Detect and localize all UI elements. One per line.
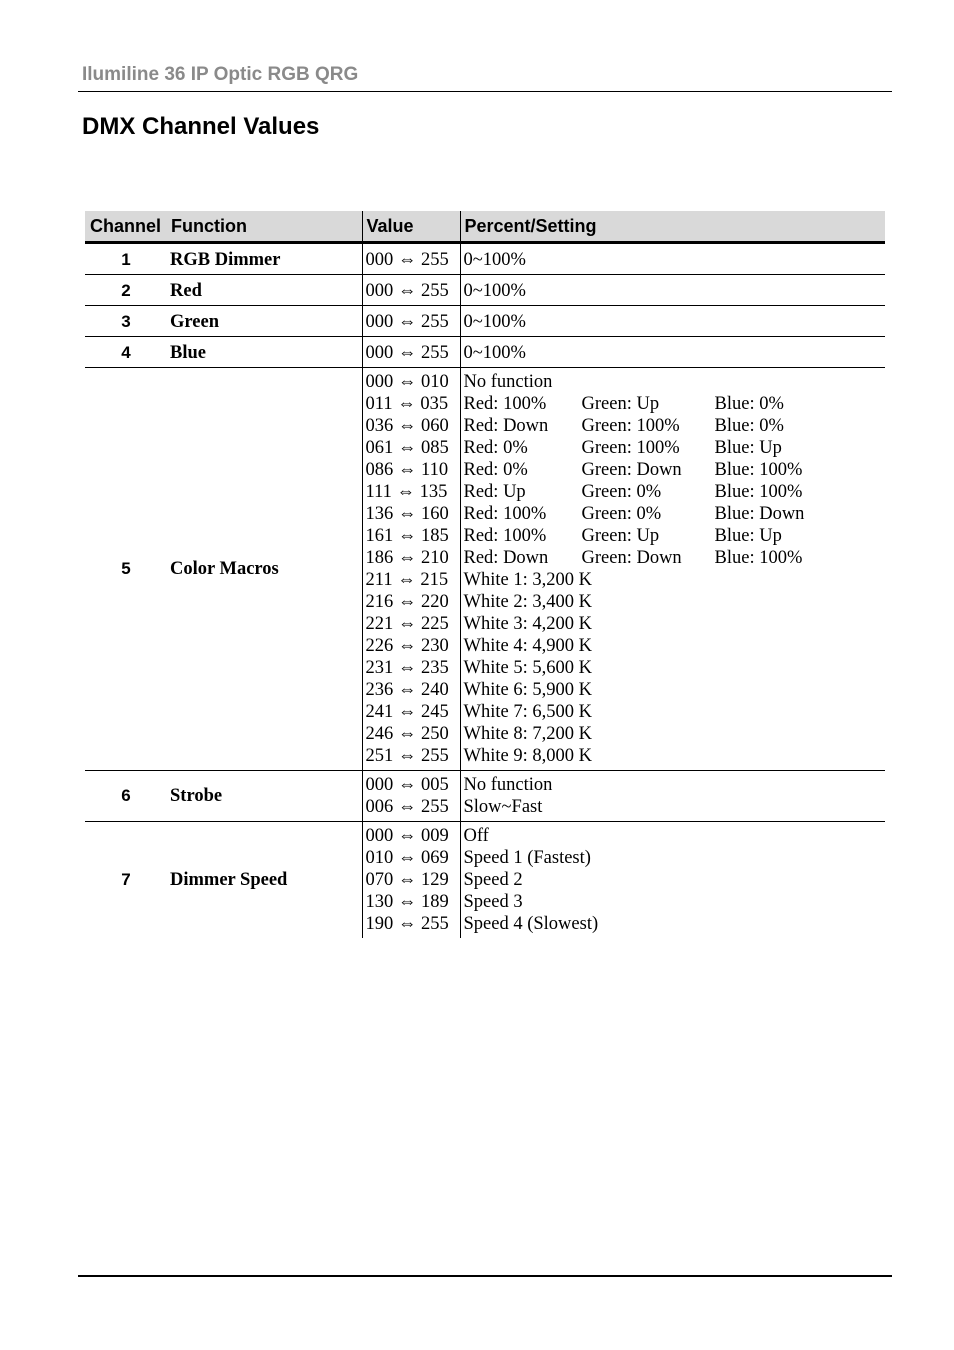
channel-number: 2 [85,275,167,306]
setting-line [464,679,886,701]
value-cell [362,275,460,306]
setting-part: Blue: 0% [714,394,784,414]
channel-function: Blue [167,337,362,368]
table-body [85,243,885,939]
value-range: 231 ⇔ 235 [365,658,449,678]
footer-rule [78,1275,892,1277]
channel-function: Dimmer Speed [170,870,288,890]
setting-line [464,774,886,796]
setting-part: No function [463,372,553,392]
setting-line [464,847,886,869]
channel-function: Strobe [167,771,362,822]
value-range: 246 ⇔ 250 [365,724,449,744]
setting-line [464,657,886,679]
setting-part: White 9: 8,000 K [463,746,592,766]
column-header-channel: Channel [85,211,167,243]
setting-part: White 8: 7,200 K [463,724,592,744]
setting-line [464,796,886,818]
value-cell [362,771,460,822]
setting-part: Blue: 100% [714,460,803,480]
value-range: 086 ⇔ 110 [365,460,449,480]
setting-cell [460,822,885,939]
setting-line [464,869,886,891]
setting-part: Blue: Down [714,504,805,524]
value-range: 000 ⇔ 010 [365,372,449,392]
setting-line [464,371,886,393]
channel-number: 5 [85,368,167,771]
setting-line [464,503,886,525]
setting-part: Blue: 100% [714,482,803,502]
value-range: 241 ⇔ 245 [365,702,449,722]
setting-line [464,745,886,767]
channel-number: 6 [85,771,167,822]
setting-part: Green: 100% [581,416,680,436]
value-range: 190 ⇔ 255 [365,914,449,934]
setting-part: White 1: 3,200 K [463,570,592,590]
table-row [85,243,885,275]
value-range: 070 ⇔ 129 [365,870,449,890]
setting-line [464,249,886,271]
page-title: DMX Channel Values [82,113,320,140]
setting-part: Red: Down [463,548,549,568]
value-range: 000 ⇔ 005 [365,775,449,795]
setting-part: Red: Up [463,482,526,502]
value-cell [362,368,460,771]
value-range: 111 ⇔ 135 [365,482,448,502]
setting-part: Blue: 100% [714,548,803,568]
setting-part: Green: Up [581,394,660,414]
setting-line [464,569,886,591]
channel-number: 4 [85,337,167,368]
setting-line [464,891,886,913]
value-cell [362,337,460,368]
setting-line [464,311,886,333]
value-range: 130 ⇔ 189 [365,892,449,912]
setting-line [464,459,886,481]
value-range: 036 ⇔ 060 [365,416,449,436]
table-row [85,337,885,368]
setting-part: Green: Down [581,460,682,480]
setting-line [464,723,886,745]
value-range: 236 ⇔ 240 [365,680,449,700]
setting-part: Speed 2 [463,870,523,890]
dmx-channel-table [85,211,885,938]
setting-part: White 5: 5,600 K [463,658,592,678]
setting-part: Red: 100% [463,504,547,524]
setting-part: Green: 0% [581,482,662,502]
setting-cell [460,337,885,368]
setting-part: Blue: Up [714,526,782,546]
value-range: 000 ⇔ 255 [365,280,449,301]
channel-function: RGB Dimmer [167,243,362,275]
value-range: 216 ⇔ 220 [365,592,449,612]
channel-function: Color Macros [167,368,362,771]
table-row [85,771,885,822]
setting-part: Red: Down [463,416,549,436]
setting-line [464,415,886,437]
value-range: 061 ⇔ 085 [365,438,449,458]
setting-part: White 2: 3,400 K [463,592,592,612]
setting-part: White 4: 4,900 K [463,636,592,656]
setting-part: 0~100% [463,342,526,363]
table-row [85,306,885,337]
value-range: 000 ⇔ 009 [365,826,449,846]
setting-part: Green: Up [581,526,660,546]
channel-number: 1 [85,243,167,275]
value-range: 221 ⇔ 225 [365,614,449,634]
table-row [85,822,885,939]
column-header-setting: Percent/Setting [460,211,885,243]
setting-line [464,913,886,935]
value-range: 010 ⇔ 069 [365,848,449,868]
setting-part: Blue: Up [714,438,782,458]
value-range: 161 ⇔ 185 [365,526,449,546]
column-header-value: Value [362,211,460,243]
setting-line [464,525,886,547]
setting-part: Blue: 0% [714,416,784,436]
setting-part: Green: 0% [581,504,662,524]
setting-part: Speed 3 [463,892,523,912]
setting-line [464,613,886,635]
setting-part: White 7: 6,500 K [463,702,592,722]
setting-part: 0~100% [463,311,526,332]
setting-line [464,437,886,459]
setting-part: No function [463,775,553,795]
setting-cell [460,243,885,275]
setting-line [464,342,886,364]
setting-part: Green: 100% [581,438,680,458]
value-range: 011 ⇔ 035 [365,394,449,414]
setting-cell [460,306,885,337]
value-range: 226 ⇔ 230 [365,636,449,656]
channel-function: Green [167,306,362,337]
setting-part: White 6: 5,900 K [463,680,592,700]
table-row [85,368,885,771]
setting-line [464,393,886,415]
value-range: 251 ⇔ 255 [365,746,449,766]
setting-line [464,547,886,569]
setting-cell [460,368,885,771]
value-cell [362,822,460,939]
channel-number: 7 [121,870,131,889]
setting-cell [460,275,885,306]
setting-part: Red: 100% [463,526,547,546]
value-cell [362,243,460,275]
setting-part: 0~100% [463,249,526,270]
value-range: 000 ⇔ 255 [365,311,449,332]
table-header-row [85,211,885,243]
column-header-function: Function [167,211,362,243]
value-range: 006 ⇔ 255 [365,797,449,817]
value-range: 136 ⇔ 160 [365,504,449,524]
setting-line [464,825,886,847]
value-range: 000 ⇔ 255 [365,249,449,270]
setting-part: Off [463,826,489,846]
value-range: 186 ⇔ 210 [365,548,449,568]
setting-line [464,635,886,657]
setting-part: Green: Down [581,548,682,568]
document-header: Ilumiline 36 IP Optic RGB QRG [82,64,359,85]
setting-part: Red: 0% [463,438,528,458]
value-range: 211 ⇔ 215 [365,570,449,590]
value-cell [362,306,460,337]
channel-number: 3 [85,306,167,337]
table-row [85,275,885,306]
setting-line [464,701,886,723]
setting-part: 0~100% [463,280,526,301]
setting-line [464,280,886,302]
setting-part: Red: 100% [463,394,547,414]
setting-part: Slow~Fast [463,797,543,817]
setting-line [464,481,886,503]
setting-cell [460,771,885,822]
header-rule [78,91,892,92]
setting-part: White 3: 4,200 K [463,614,592,634]
setting-line [464,591,886,613]
setting-part: Speed 1 (Fastest) [463,848,591,868]
setting-part: Speed 4 (Slowest) [463,914,599,934]
channel-function: Red [167,275,362,306]
value-range: 000 ⇔ 255 [365,342,449,363]
setting-part: Red: 0% [463,460,528,480]
